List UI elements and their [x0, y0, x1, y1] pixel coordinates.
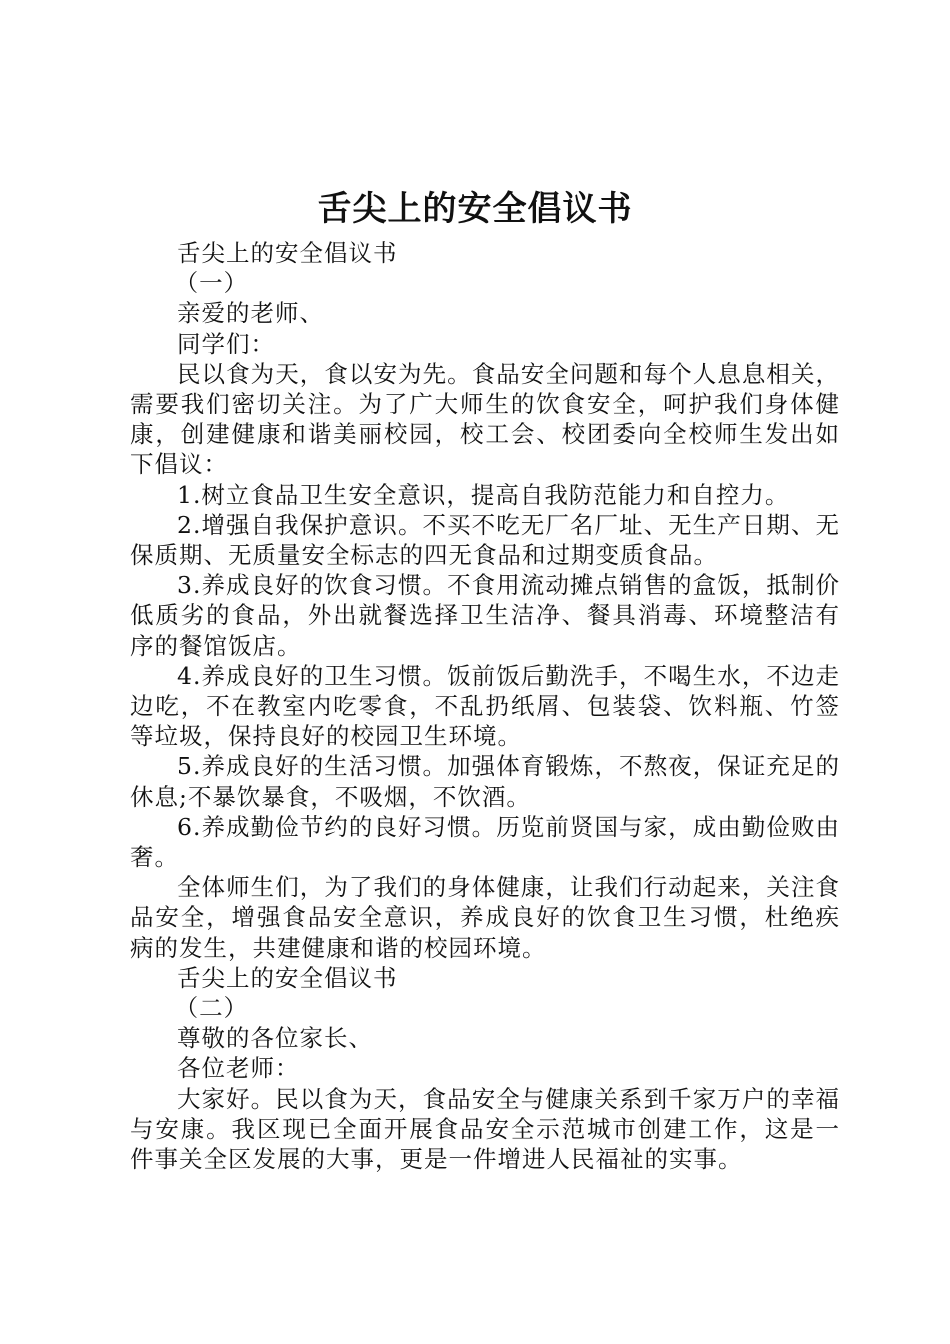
subtitle-two: 舌尖上的安全倡议书: [177, 963, 398, 992]
salutation-parents: 尊敬的各位家长、: [177, 1024, 373, 1053]
section-number-two: （二）: [174, 994, 249, 1023]
salutation-line-2: 同学们：: [177, 329, 275, 358]
proposal-item-1: 1.树立食品卫生安全意识，提高自我防范能力和自控力。: [177, 480, 790, 509]
section-number-one: （一）: [174, 269, 249, 298]
subtitle-one: 舌尖上的安全倡议书: [177, 239, 398, 267]
proposal-item-2: 2.增强自我保护意识。不买不吃无厂名厂址、无生产日期、无保质期、无质量安全标志的四无食品和过期变质食品。: [130, 510, 840, 570]
salutation-line-1: 亲爱的老师、: [177, 299, 324, 328]
second-intro-paragraph: 大家好。民以食为天，食品安全与健康关系到千家万户的幸福与安康。我区现已全面开展食品安全示范城市创建工作，这是一件事关全区发展的大事，更是一件增进人民福祉的实事。: [130, 1084, 840, 1174]
salutation-teachers: 各位老师：: [177, 1054, 300, 1083]
closing-paragraph: 全体师生们，为了我们的身体健康，让我们行动起来，关注食品安全，增强食品安全意识，养成良好的饮食卫生习惯，杜绝疾病的发生，共建健康和谐的校园环境。: [130, 873, 840, 962]
proposal-item-6: 6.养成勤俭节约的良好习惯。历览前贤国与家，成由勤俭败由奢。: [130, 812, 840, 872]
document-title: 舌尖上的安全倡议书: [317, 189, 633, 229]
document-body: [130, 238, 840, 1174]
proposal-item-3: 3.养成良好的饮食习惯。不食用流动摊点销售的盒饭，抵制价低质劣的食品，外出就餐选择卫生洁净、餐具消毒、环境整洁有序的餐馆饭店。: [130, 571, 840, 660]
proposal-item-4: 4.养成良好的卫生习惯。饭前饭后勤洗手，不喝生水，不边走边吃，不在教室内吃零食，不乱扔纸屑、包装袋、饮料瓶、竹签等垃圾，保持良好的校园卫生环境。: [130, 661, 840, 751]
proposal-item-5: 5.养成良好的生活习惯。加强体育锻炼，不熬夜，保证充足的休息;不暴饮暴食，不吸烟，不饮酒。: [130, 752, 840, 811]
intro-paragraph: 民以食为天，食以安为先。食品安全问题和每个人息息相关，需要我们密切关注。为了广大师生的饮食安全，呵护我们身体健康，创建健康和谐美丽校园，校工会、校团委向全校师生发出如下倡议：: [130, 359, 840, 479]
